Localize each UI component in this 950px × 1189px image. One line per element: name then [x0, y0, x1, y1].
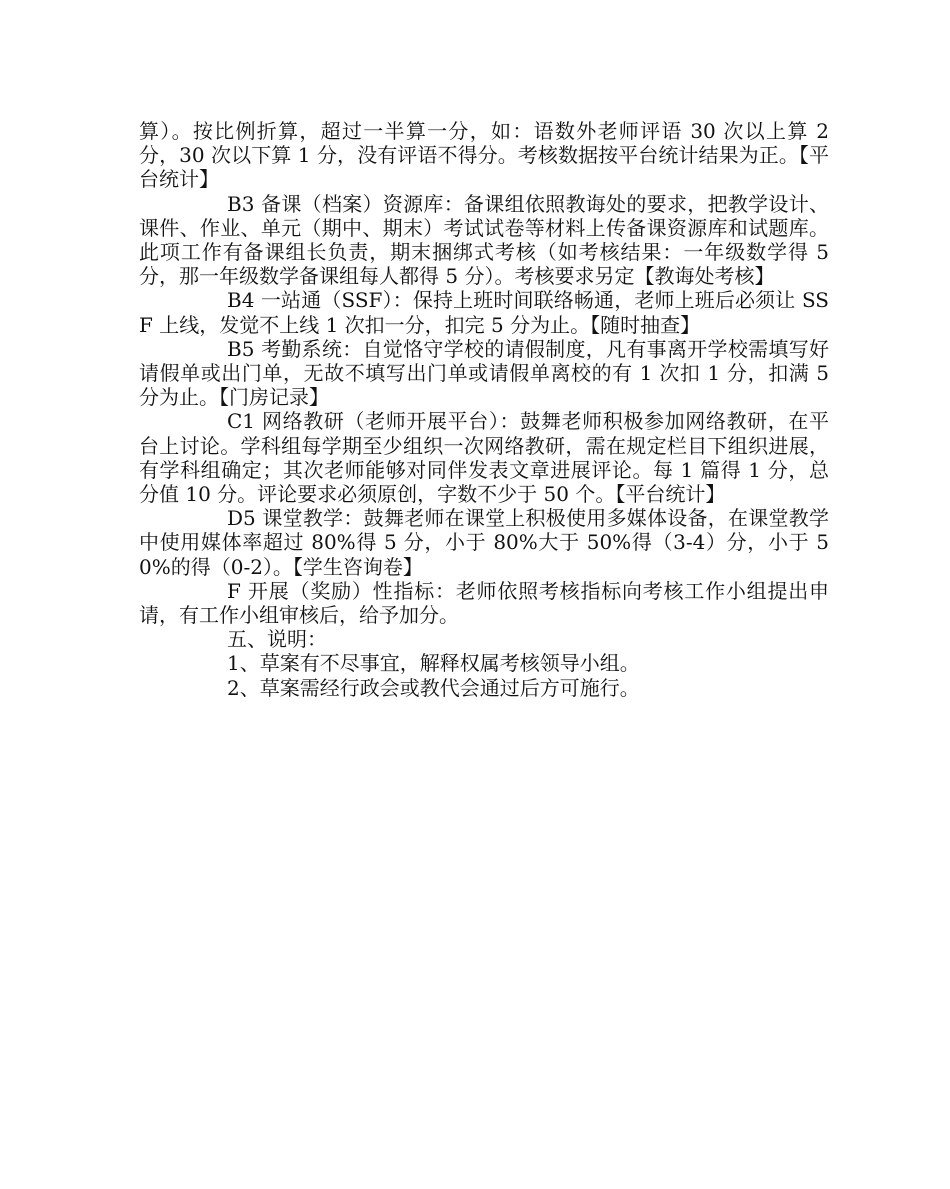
section-heading-notes: 五、说明： — [227, 627, 327, 652]
note-item-2: 2、草案需经行政会或教代会通过后方可施行。 — [227, 675, 640, 700]
paragraph-d5-classroom: D5 课堂教学：鼓舞老师在课堂上积极使用多媒体设备，在课堂教学中使用媒体率超过 80%得 5 分，小于 80%大于 50%得（3-4）分，小于 50%的得（0-2）。【学生咨询卷】 — [139, 506, 829, 579]
paragraph-f-incentive: F 开展（奖励）性指标：老师依照考核指标向考核工作小组提出申请，有工作小组审核后，给予加分。 — [139, 578, 829, 628]
note-item-1: 1、草案有不尽事宜，解释权属考核领导小组。 — [227, 651, 640, 676]
paragraph-continuation: 算）。按比例折算，超过一半算一分，如：语数外老师评语 30 次以上算 2 分，30 次以下算 1 分，没有评语不得分。考核数据按平台统计结果为正。【平台统计】 — [139, 119, 829, 192]
paragraph-c1-online-research: C1 网络教研（老师开展平台）：鼓舞老师积极参加网络教研，在平台上讨论。学科组每学期至少组织一次网络教研，需在规定栏目下组织进展，有学科组确定；其次老师能够对同伴发表文章进展评论。每 1 篇得 1 分，总分值 10 分。评论要求必须原创，字数不少于 50 个。【平台统计】 — [139, 409, 829, 507]
paragraph-b5-attendance: B5 考勤系统：自觉恪守学校的请假制度，凡有事离开学校需填写好请假单或出门单，无故不填写出门单或请假单离校的有 1 次扣 1 分，扣满 5 分为止。【门房记录】 — [139, 336, 829, 410]
paragraph-b3-lesson-resource: B3 备课（档案）资源库：备课组依照教诲处的要求，把教学设计、课件、作业、单元（期中、期末）考试试卷等材料上传备课资源库和试题库。此项工作有备课组长负责，期末捆绑式考核（如考核结果：一年级数学得 5 分，那一年级数学备课组每人都得 5 分）。考核要求另定【教诲处考核】 — [139, 191, 829, 289]
document-body — [139, 119, 829, 700]
paragraph-b4-ssf: B4 一站通（SSF）：保持上班时间联络畅通，老师上班后必须让 SSF 上线，发觉不上线 1 次扣一分，扣完 5 分为止。【随时抽查】 — [139, 288, 829, 337]
